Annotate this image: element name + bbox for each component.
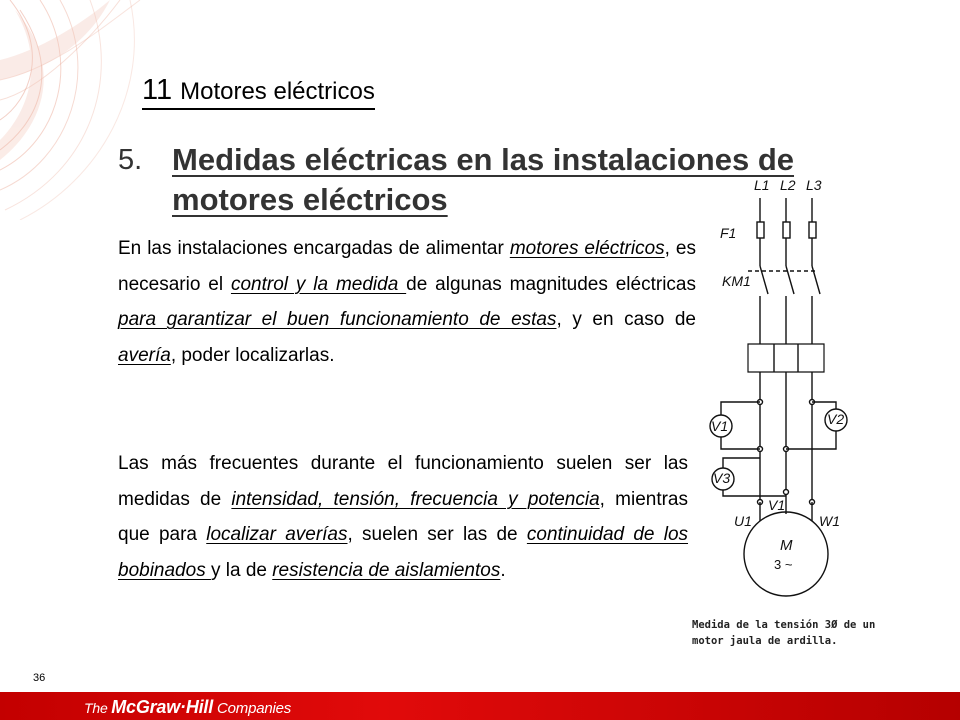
motor-label: M <box>780 537 793 554</box>
brand-prefix: The <box>84 700 112 716</box>
fuse-label: F1 <box>720 225 737 241</box>
voltmeter-label-v3: V3 <box>713 470 731 486</box>
page-number: 36 <box>33 672 46 684</box>
section-number: 5. <box>118 144 143 176</box>
text-run: Las más frecuentes durante el funcionamiento suelen ser las medidas de <box>118 453 688 510</box>
emphasis-term: avería <box>118 344 171 366</box>
emphasis-term: continuidad de los bobinados <box>118 524 689 581</box>
footer-bar <box>0 692 960 720</box>
voltmeter-label-v1-upper: V1 <box>711 418 729 434</box>
terminal-label-w1: W1 <box>819 513 840 529</box>
text-run: y la de <box>210 559 273 581</box>
chapter-heading <box>142 74 375 110</box>
chapter-number: 11 <box>142 74 173 106</box>
text-run: En las instalaciones encargadas de alimentar <box>118 238 510 259</box>
emphasis-term: intensidad, tensión, frecuencia y potencia <box>231 488 600 510</box>
brand-name: McGraw·Hill <box>111 697 214 717</box>
emphasis-term: para garantizar el buen funcionamiento de estas <box>118 309 557 330</box>
circuit-diagram <box>698 176 868 601</box>
text-run: , y en caso de <box>556 309 696 330</box>
emphasis-term: motores eléctricos <box>509 238 665 259</box>
motor-phase-label: 3 ~ <box>774 557 793 572</box>
emphasis-term: resistencia de aislamientos <box>272 559 501 581</box>
chapter-title: Motores eléctricos <box>180 78 375 105</box>
text-run: . <box>500 559 506 581</box>
voltmeter-label-v2: V2 <box>827 411 845 427</box>
decorative-swirl <box>0 0 173 220</box>
line-label-l2: L2 <box>780 177 796 193</box>
emphasis-term: control y la medida <box>230 273 407 295</box>
text-run: , es necesario el <box>118 238 696 295</box>
figure-caption: Medida de la tensión 3Ø de un motor jaula de ardilla. <box>692 619 876 647</box>
terminal-label-v1: V1 <box>768 497 786 513</box>
publisher-logo <box>84 697 291 718</box>
emphasis-term: localizar averías <box>206 524 348 545</box>
brand-suffix: Companies <box>213 700 292 717</box>
paragraph-2 <box>118 446 688 588</box>
text-run: , suelen ser las de <box>347 524 527 545</box>
contactor-label: KM1 <box>722 273 751 289</box>
text-run: de algunas magnitudes eléctricas <box>406 273 696 295</box>
terminal-label-u1: U1 <box>734 513 752 529</box>
text-run: , mientras que para <box>118 488 688 545</box>
line-label-l1: L1 <box>754 177 770 193</box>
line-label-l3: L3 <box>806 177 822 193</box>
text-run: , poder localizarlas. <box>170 344 335 366</box>
paragraph-1 <box>118 231 696 373</box>
section-title-text: Medidas eléctricas en las instalaciones de motores eléctricos <box>172 142 795 217</box>
